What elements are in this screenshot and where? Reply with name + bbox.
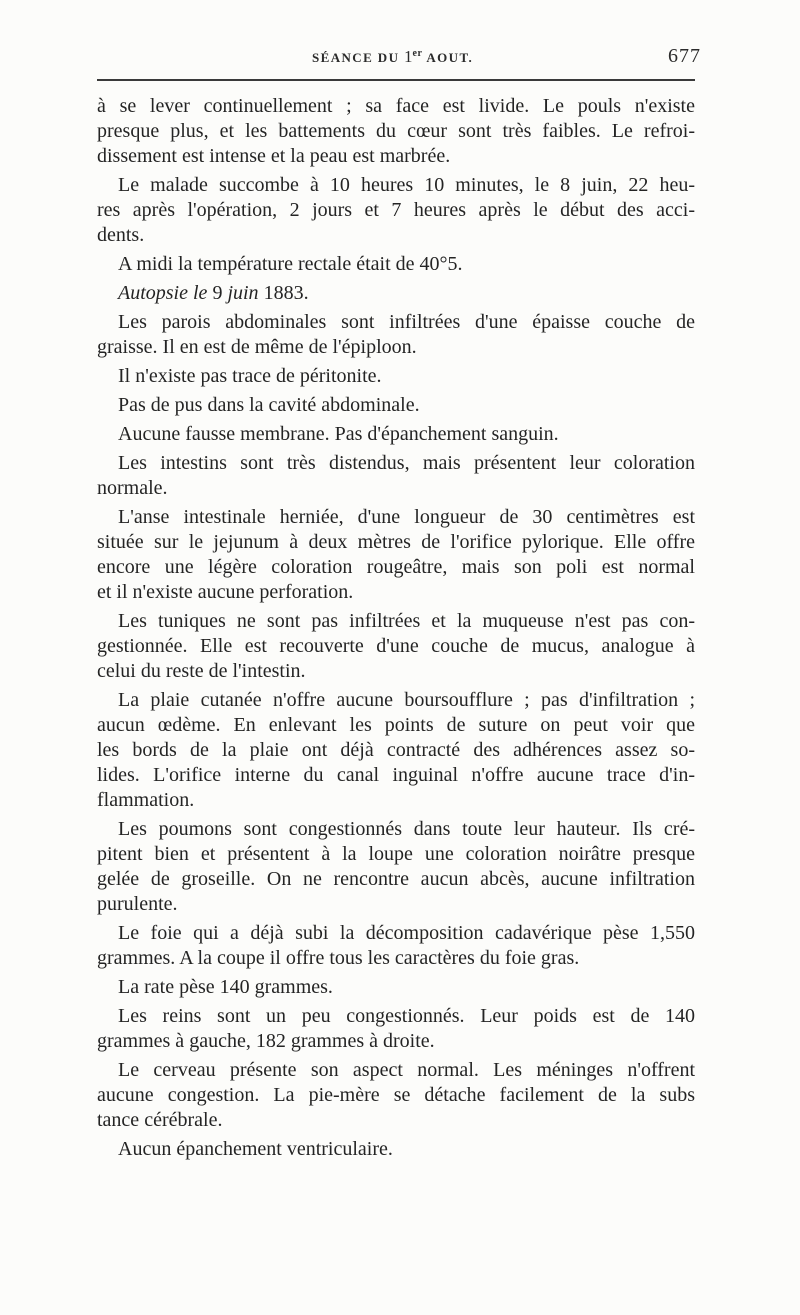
text-line: à se lever continuellement ; sa face est livide. Le pouls n'existe bbox=[97, 95, 695, 117]
paragraph bbox=[97, 817, 695, 917]
text-line: Le cerveau présente son aspect normal. Les méninges n'offrent bbox=[118, 1059, 695, 1081]
text-line: normale. bbox=[97, 477, 168, 499]
text-line: Les reins sont un peu congestionnés. Leur poids est de 140 bbox=[118, 1005, 695, 1027]
text-line: gestionnée. Elle est recouverte d'une couche de mucus, analogue à bbox=[97, 635, 695, 657]
text-line: dissement est intense et la peau est marbrée. bbox=[97, 145, 451, 167]
header-rule bbox=[97, 79, 695, 81]
text-line: Le malade succombe à 10 heures 10 minutes, le 8 juin, 22 heu- bbox=[118, 174, 695, 196]
running-head-prefix: SÉANCE DU bbox=[312, 50, 400, 65]
paragraph bbox=[97, 451, 695, 501]
running-head bbox=[312, 47, 473, 67]
text-line: aucune congestion. La pie-mère se détache facilement de la subs bbox=[97, 1084, 695, 1106]
text-line: pitent bien et présentent à la loupe une coloration noirâtre presque bbox=[97, 843, 695, 865]
paragraph bbox=[97, 1004, 695, 1054]
paragraph bbox=[97, 1058, 695, 1133]
text-line: La plaie cutanée n'offre aucune boursoufflure ; pas d'infiltration ; bbox=[118, 689, 695, 711]
text-line: graisse. Il en est de même de l'épiploon. bbox=[97, 336, 417, 358]
paragraph bbox=[97, 173, 695, 248]
text-span: 9 bbox=[212, 282, 223, 304]
paragraph bbox=[97, 422, 695, 447]
text-line: presque plus, et les battements du cœur sont très faibles. Le refroi- bbox=[97, 120, 695, 142]
text-line: les bords de la plaie ont déjà contracté des adhérences assez so- bbox=[97, 739, 695, 761]
text-line: Les poumons sont congestionnés dans toute leur hauteur. Ils cré- bbox=[118, 818, 695, 840]
text-line: Il n'existe pas trace de péritonite. bbox=[118, 365, 382, 387]
text-line: Pas de pus dans la cavité abdominale. bbox=[118, 394, 420, 416]
text-line: et il n'existe aucune perforation. bbox=[97, 581, 354, 603]
paragraph bbox=[97, 975, 695, 1000]
text-line: Les intestins sont très distendus, mais présentent leur coloration bbox=[118, 452, 695, 474]
paragraph bbox=[97, 921, 695, 971]
text-line: La rate pèse 140 grammes. bbox=[118, 976, 333, 998]
text-line: grammes à gauche, 182 grammes à droite. bbox=[97, 1030, 435, 1052]
paragraph bbox=[97, 252, 695, 277]
text-line: gelée de groseille. On ne rencontre aucun abcès, aucune infiltration bbox=[97, 868, 695, 890]
running-head-suffix: AOUT. bbox=[426, 50, 474, 65]
text-line: Les parois abdominales sont infiltrées d'une épaisse couche de bbox=[118, 311, 695, 333]
running-head-day-suffix: er bbox=[412, 48, 423, 59]
text-span: 1883. bbox=[263, 282, 309, 304]
text-line: encore une légère coloration rougeâtre, mais son poli est normal bbox=[97, 556, 695, 578]
text-line bbox=[97, 281, 695, 306]
page-number: 677 bbox=[668, 45, 701, 67]
paragraph bbox=[97, 281, 695, 306]
paragraph bbox=[97, 505, 695, 605]
italic-text: juin bbox=[227, 282, 259, 304]
text-line: dents. bbox=[97, 224, 145, 246]
italic-text: Autopsie le bbox=[118, 282, 208, 304]
text-line: aucun œdème. En enlevant les points de suture on peut voir que bbox=[97, 714, 695, 736]
text-line: située sur le jejunum à deux mètres de l'orifice pylorique. Elle offre bbox=[97, 531, 695, 553]
text-line: tance cérébrale. bbox=[97, 1109, 223, 1131]
text-line: Aucun épanchement ventriculaire. bbox=[118, 1138, 393, 1160]
text-line: celui du reste de l'intestin. bbox=[97, 660, 306, 682]
paragraph bbox=[97, 1137, 695, 1162]
text-line: res après l'opération, 2 jours et 7 heures après le début des acci- bbox=[97, 199, 695, 221]
paragraph bbox=[97, 364, 695, 389]
text-line: flammation. bbox=[97, 789, 195, 811]
running-head-day: 1 bbox=[404, 47, 413, 66]
text-line: Aucune fausse membrane. Pas d'épanchement sanguin. bbox=[118, 423, 559, 445]
paragraph bbox=[97, 609, 695, 684]
text-line: grammes. A la coupe il offre tous les caractères du foie gras. bbox=[97, 947, 580, 969]
paragraph bbox=[97, 94, 695, 169]
text-line: Le foie qui a déjà subi la décomposition cadavérique pèse 1,550 bbox=[118, 922, 695, 944]
text-line: A midi la température rectale était de 40°5. bbox=[118, 253, 463, 275]
text-line: L'anse intestinale herniée, d'une longueur de 30 centimètres est bbox=[118, 506, 695, 528]
text-line: lides. L'orifice interne du canal inguinal n'offre aucune trace d'in- bbox=[97, 764, 695, 786]
text-line: Les tuniques ne sont pas infiltrées et la muqueuse n'est pas con- bbox=[118, 610, 695, 632]
paragraph bbox=[97, 688, 695, 813]
body-text bbox=[97, 94, 695, 1162]
paragraph bbox=[97, 310, 695, 360]
paragraph bbox=[97, 393, 695, 418]
text-line: purulente. bbox=[97, 893, 178, 915]
